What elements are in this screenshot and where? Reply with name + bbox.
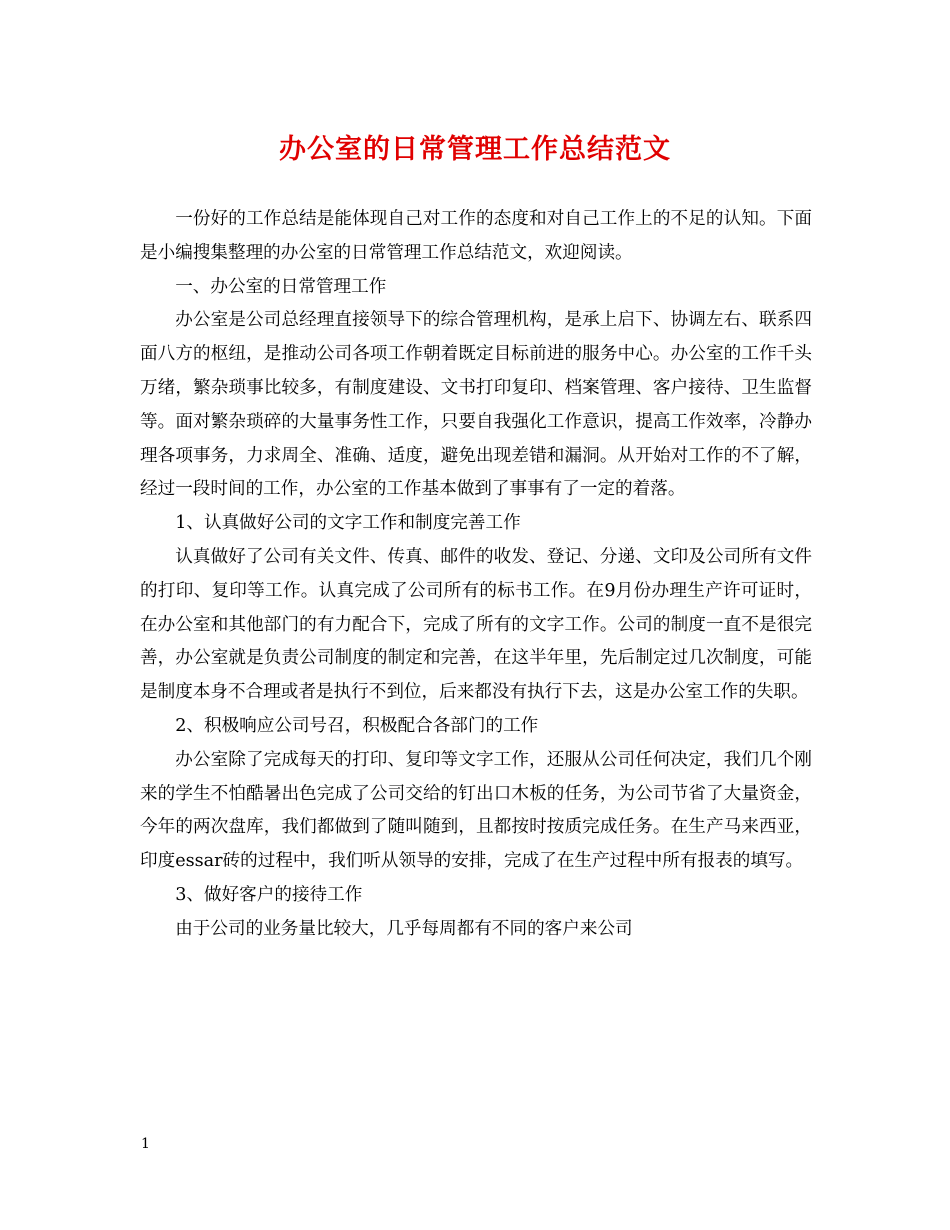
intro-paragraph: 一份好的工作总结是能体现自己对工作的态度和对自己工作上的不足的认知。下面是小编搜集整理的办公室的日常管理工作总结范文，欢迎阅读。 [140, 209, 812, 263]
document-body [140, 203, 812, 947]
section-heading-1: 一、办公室的日常管理工作 [175, 276, 387, 297]
page-number: 1 [141, 1136, 150, 1152]
subsection-heading-1: 1、认真做好公司的文字工作和制度完善工作 [175, 513, 521, 534]
document-title: 办公室的日常管理工作总结范文 [279, 134, 671, 165]
section-1-paragraph: 办公室是公司总经理直接领导下的综合管理机构，是承上启下、协调左右、联系四面八方的枢纽，是推动公司各项工作朝着既定目标前进的服务中心。办公室的工作千头万绪，繁杂琐事比较多，有制度建设、文书打印复印、档案管理、客户接待、卫生监督等。面对繁杂琐碎的大量事务性工作，只要自我强化工作意识，提高工作效率，冷静办理各项事务，力求周全、准确、适度，避免出现差错和漏洞。从开始对工作的不了解，经过一段时间的工作，办公室的工作基本做到了事事有了一定的着落。 [140, 310, 812, 500]
subsection-heading-3: 3、做好客户的接待工作 [175, 884, 363, 905]
subsection-2-paragraph: 办公室除了完成每天的打印、复印等文字工作，还服从公司任何决定，我们几个刚来的学生不怕酷暑出色完成了公司交给的钉出口木板的任务，为公司节省了大量资金，今年的两次盘库，我们都做到了随叫随到，且都按时按质完成任务。在生产马来西亚，印度essar砖的过程中，我们听从领导的安排，完成了在生产过程中所有报表的填写。 [140, 749, 812, 872]
subsection-3-paragraph: 由于公司的业务量比较大，几乎每周都有不同的客户来公司 [175, 918, 633, 939]
subsection-1-paragraph: 认真做好了公司有关文件、传真、邮件的收发、登记、分递、文印及公司所有文件的打印、复印等工作。认真完成了公司所有的标书工作。在9月份办理生产许可证时，在办公室和其他部门的有力配合下，完成了所有的文字工作。公司的制度一直不是很完善，办公室就是负责公司制度的制定和完善，在这半年里，先后制定过几次制度，可能是制度本身不合理或者是执行不到位，后来都没有执行下去，这是办公室工作的失职。 [140, 546, 812, 703]
subsection-heading-2: 2、积极响应公司号召，积极配合各部门的工作 [175, 715, 539, 736]
